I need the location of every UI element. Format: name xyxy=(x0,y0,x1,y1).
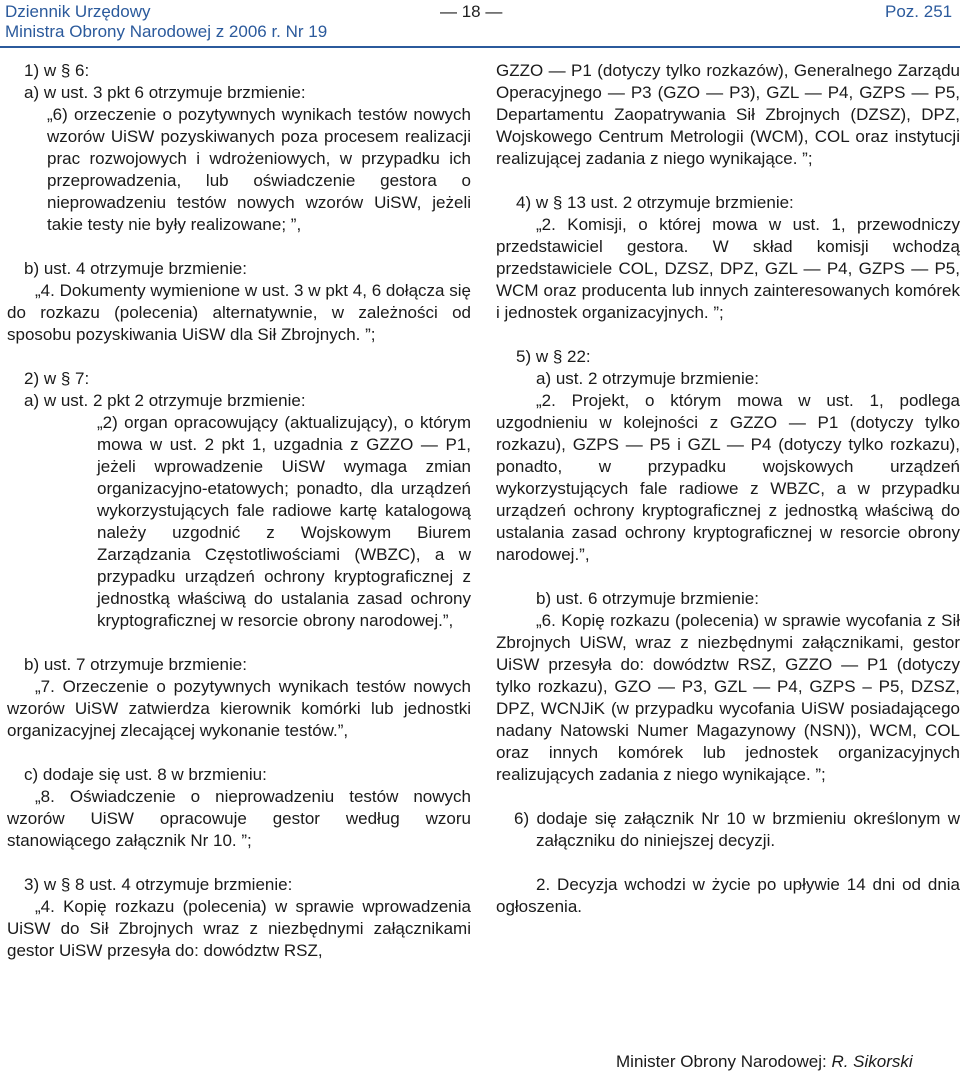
left-column xyxy=(7,60,471,962)
signature xyxy=(616,1052,913,1072)
item-2b-quote: „7. Orzeczenie o pozytywnych wynikach testów nowych wzorów UiSW zatwierdza kierownik komórki lub jednostki organizacyjnej zlecającej wykonanie testów.”, xyxy=(7,677,471,740)
item-2a-heading: a) w ust. 2 pkt 2 otrzymuje brzmienie: xyxy=(24,391,306,410)
item-2c-quote: „8. Oświadczenie o nieprowadzeniu testów nowych wzorów UiSW opracowuje gestor według wzoru stanowiącego załącznik Nr 10. ”; xyxy=(7,787,471,850)
item-4-quote: „2. Komisji, o której mowa w ust. 1, przewodniczy przedstawiciel gestora. W skład komisji wchodzą przedstawiciele COL, DZSZ, DPZ, GZL — P4, GZPS — P5, WCM oraz producenta lub innych zainteresowanych komórek i jednostek organizacyjnych. ”; xyxy=(496,215,960,322)
journal-issue: Ministra Obrony Narodowej z 2006 r. Nr 19 xyxy=(5,22,328,41)
item-1b-heading: b) ust. 4 otrzymuje brzmienie: xyxy=(24,259,247,278)
signature-title: Minister Obrony Narodowej: xyxy=(616,1052,827,1071)
signature-name: R. Sikorski xyxy=(831,1052,913,1071)
item-3-quote-continued: GZZO — P1 (dotyczy tylko rozkazów), Generalnego Zarządu Operacyjnego — P3 (GZO — P3), GZL — P4, GZPS — P5, Departamentu Zaopatrywania Sił Zbrojnych (DZSZ), DPZ, Wojskowego Centrum Metrologii (WCM), COL oraz instytucji realizującej zadania z niego wynikające. ”; xyxy=(496,61,960,168)
item-4-heading: 4) w § 13 ust. 2 otrzymuje brzmienie: xyxy=(516,193,794,212)
item-6: 6) dodaje się załącznik Nr 10 w brzmieniu określonym w załączniku do niniejszej decyzji. xyxy=(514,809,960,850)
item-2a-quote: „2) organ opracowujący (aktualizujący), o którym mowa w ust. 2 pkt 1, uzgadnia z GZZO — P1, jeżeli wprowadzenie UiSW wymaga zmian organizacyjno-etatowych; ponadto, dla urządzeń wykorzystujących fale radiowe kartę katalogową należy uzgodnić z Wojskowym Biurem Zarządzania Częstotliwościami (WBZC), a w przypadku urządzeń ochrony kryptograficznej z jednostką właściwą do ustalania zasad ochrony kryptograficznej w resorcie obrony narodowej.”, xyxy=(97,413,471,630)
journal-title: Dziennik Urzędowy xyxy=(5,2,151,21)
effective-date-clause: 2. Decyzja wchodzi w życie po upływie 14 dni od dnia ogłoszenia. xyxy=(496,875,960,916)
item-1-heading: 1) w § 6: xyxy=(24,61,90,80)
item-5b-quote: „6. Kopię rozkazu (polecenia) w sprawie wycofania z Sił Zbrojnych UiSW, wraz z niezbędnymi załącznikami, gestor UiSW przesyła do: dowództw RSZ, GZZO — P1 (dotyczy tylko rozkazu), GZO — P3, GZL — P4, GZPS – P5, DZSZ, DPZ, WCNJiK (w przypadku wycofania UiSW posiadającego nadany Natowski Numer Magazynowy (NSN)), WCM, COL oraz innych komórek lub jednostek organizacyjnych realizujących zadania z niego wynikające. ”; xyxy=(496,611,960,784)
item-1a-heading: a) w ust. 3 pkt 6 otrzymuje brzmienie: xyxy=(24,83,306,102)
right-column xyxy=(496,60,960,918)
item-5-heading: 5) w § 22: xyxy=(516,347,591,366)
item-3-heading: 3) w § 8 ust. 4 otrzymuje brzmienie: xyxy=(24,875,293,894)
item-1a-quote: „6) orzeczenie o pozytywnych wynikach testów nowych wzorów UiSW pozyskiwanych poza procesem realizacji prac rozwojowych i wdrożeniowych, w przypadku ich przeprowadzenia, lub oświadczenie gestora o nieprowadzeniu testów nowych wzorów UiSW, jeżeli takie testy nie były realizowane; ”, xyxy=(47,105,471,234)
item-5b-heading: b) ust. 6 otrzymuje brzmienie: xyxy=(536,589,759,608)
item-2c-heading: c) dodaje się ust. 8 w brzmieniu: xyxy=(24,765,267,784)
item-2-heading: 2) w § 7: xyxy=(24,369,90,388)
page-number: — 18 — xyxy=(440,2,503,21)
item-1b-quote: „4. Dokumenty wymienione w ust. 3 w pkt 4, 6 dołącza się do rozkazu (polecenia) alternatywnie, w zależności od sposobu pozyskiwania UiSW dla Sił Zbrojnych. ”; xyxy=(7,281,471,344)
item-5a-quote: „2. Projekt, o którym mowa w ust. 1, podlega uzgodnieniu w kolejności z GZZO — P1 (dotyczy tylko rozkazu), GZPS — P5 i GZL — P4 (dotyczy tylko rozkazu), ponadto, w przypadku wojskowych urządzeń wykorzystujących fale radiowe z WBZC, a w przypadku urządzeń ochrony kryptograficznej z jednostką właściwą do ustalania zasad ochrony kryptograficznej w resorcie obrony narodowej.”, xyxy=(496,391,960,564)
position-number: Poz. 251 xyxy=(885,2,953,21)
item-5a-heading: a) ust. 2 otrzymuje brzmienie: xyxy=(536,369,759,388)
item-3-quote: „4. Kopię rozkazu (polecenia) w sprawie wprowadzenia UiSW do Sił Zbrojnych wraz z niezbędnymi załącznikami gestor UiSW przesyła do: dowództw RSZ, xyxy=(7,897,471,960)
item-2b-heading: b) ust. 7 otrzymuje brzmienie: xyxy=(24,655,247,674)
header-rule xyxy=(0,46,960,48)
